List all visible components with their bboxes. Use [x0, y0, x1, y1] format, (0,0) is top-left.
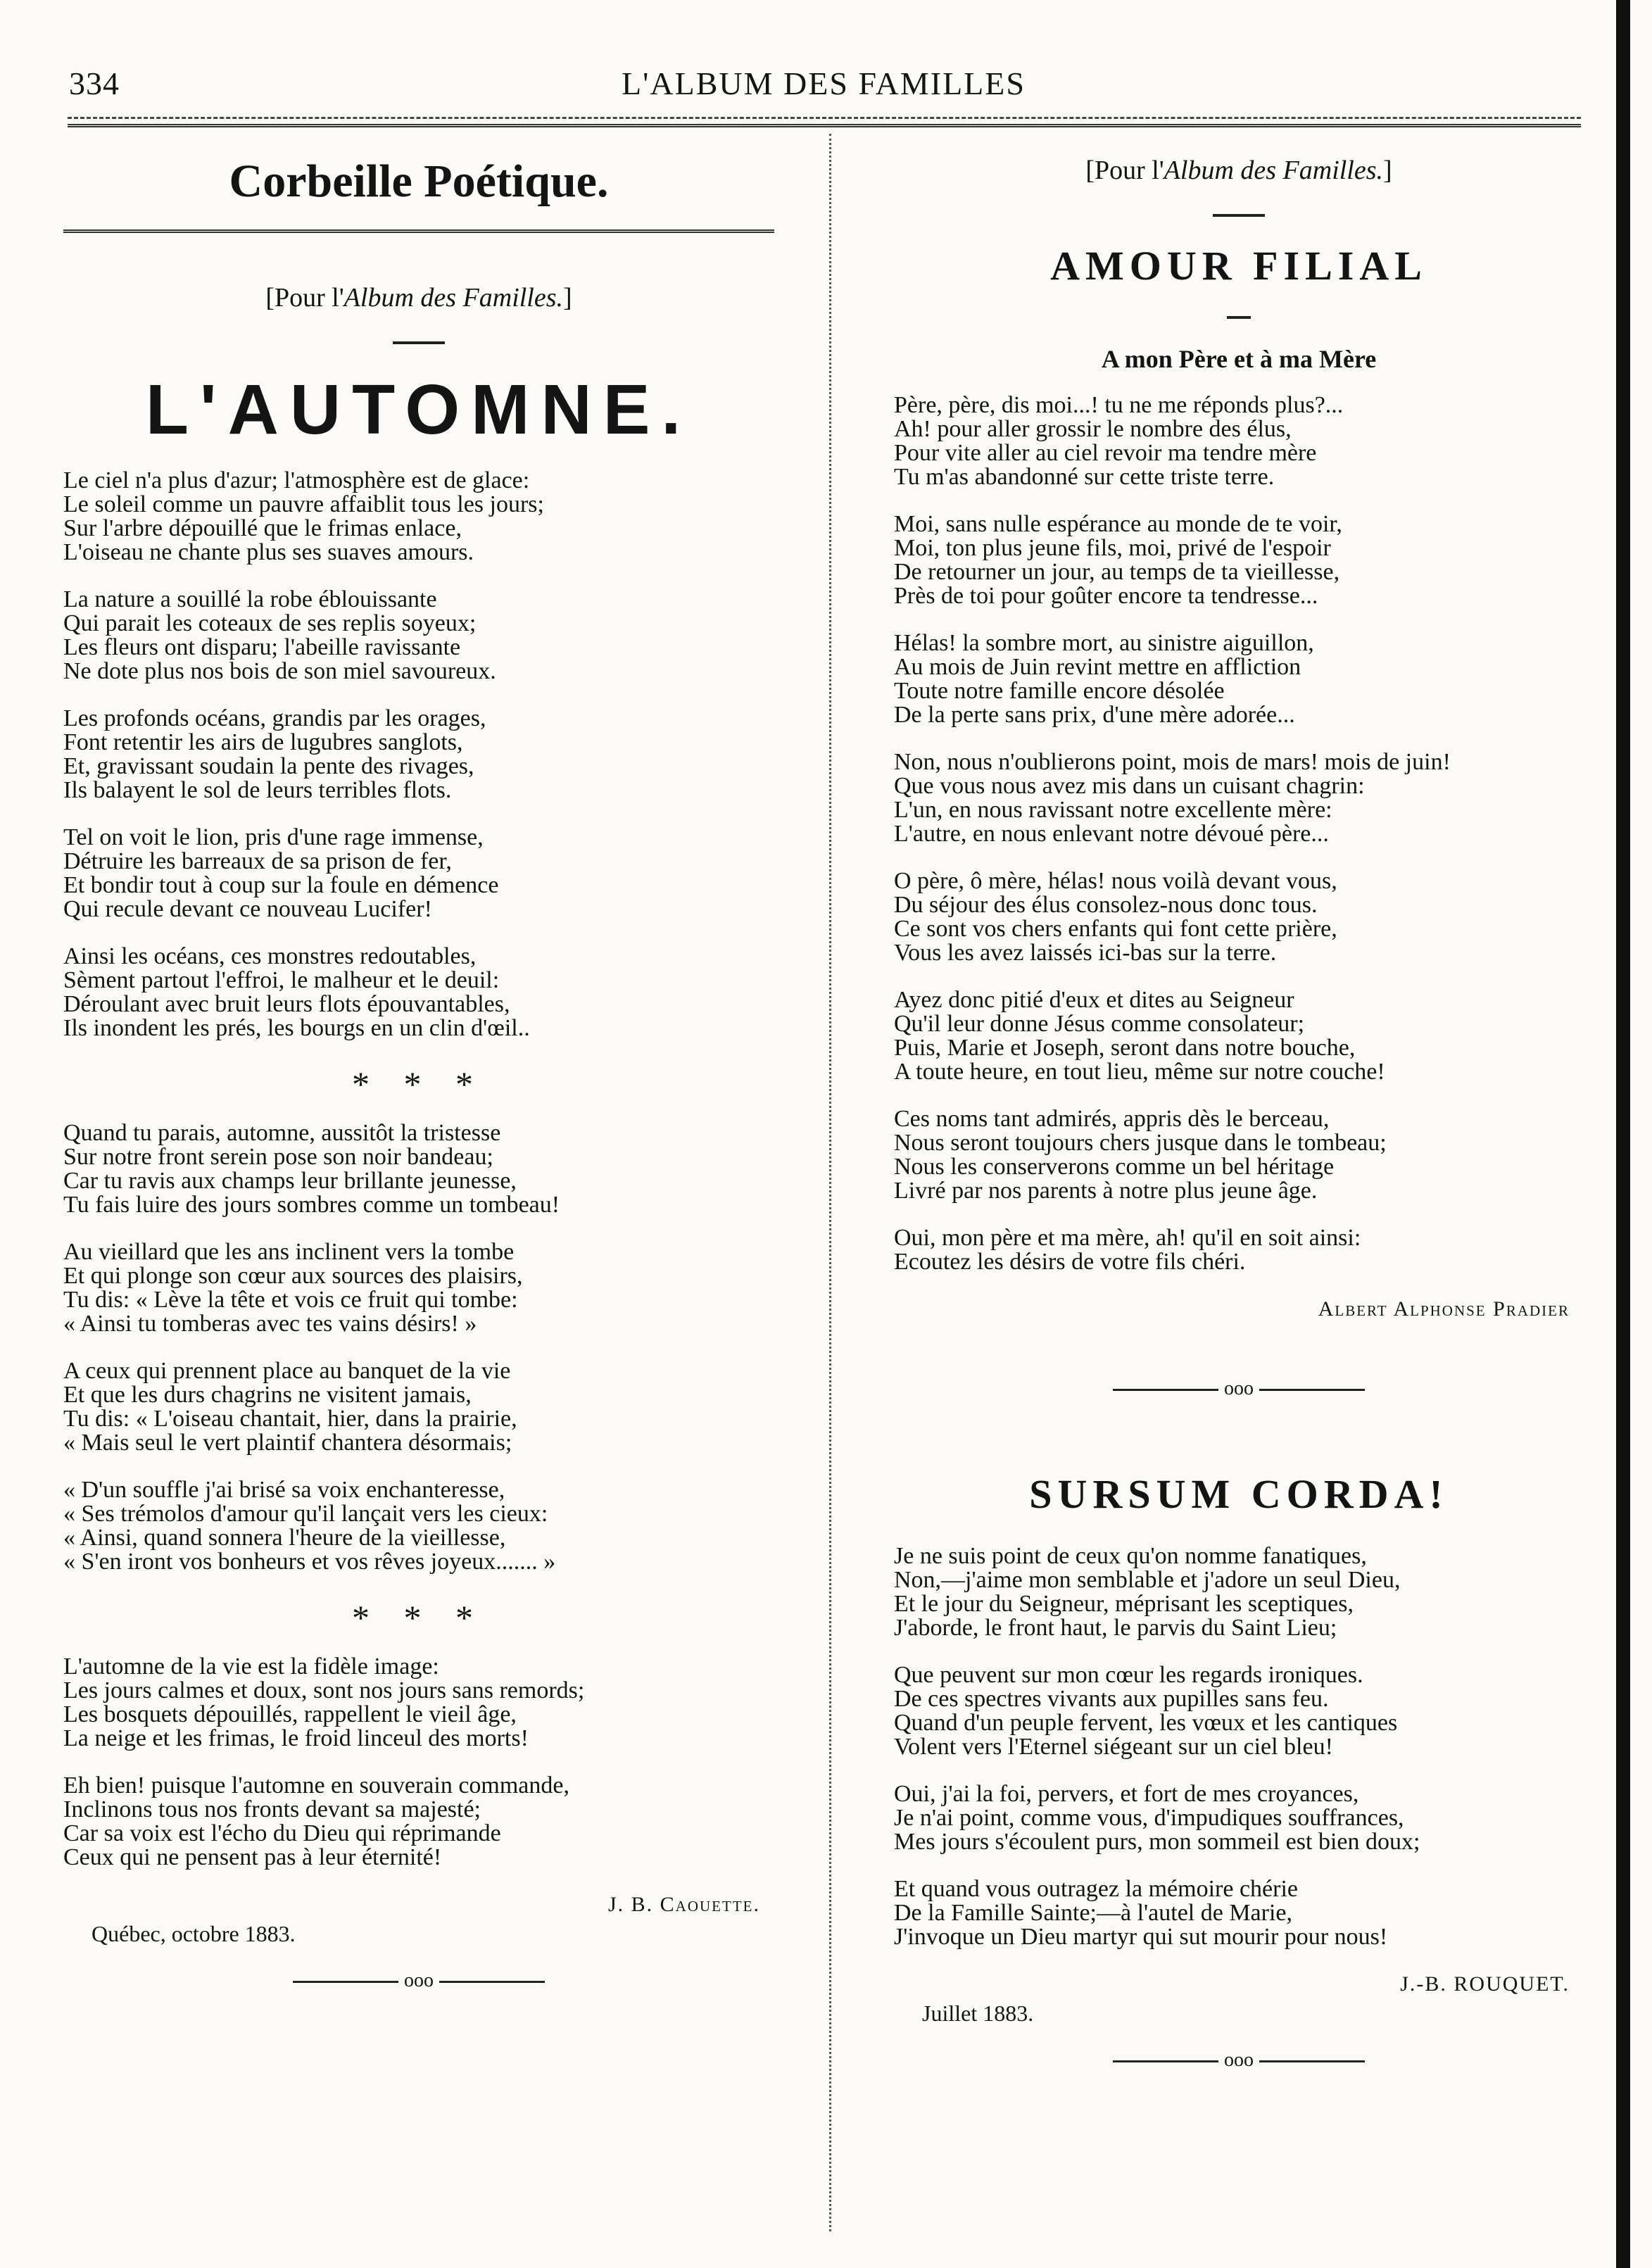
verse-line: Nous seront toujours chers jusque dans le tombeau;: [894, 1130, 1387, 1156]
poem-stanzas: [63, 469, 774, 1040]
column-divider: [829, 134, 831, 2231]
verse-line: La neige et les frimas, le froid linceul des morts!: [63, 1725, 529, 1751]
verse-line: J'invoque un Dieu martyr qui sut mourir pour nous!: [894, 1924, 1388, 1950]
header-rule-dashed: [68, 117, 1581, 119]
verse-line: Le soleil comme un pauvre affaiblit tous les jours;: [63, 491, 544, 517]
verse-line: Livré par nos parents à notre plus jeune âge.: [894, 1178, 1318, 1204]
verse-line: Du séjour des élus consolez-nous donc tous.: [894, 892, 1318, 918]
journal-title: L'ALBUM DES FAMILLES: [622, 65, 1026, 101]
verse-line: « Ainsi tu tomberas avec tes vains désirs! »: [63, 1311, 477, 1337]
verse-line: De la perte sans prix, d'une mère adorée...: [894, 702, 1295, 728]
verse-line: De la Famille Sainte;—à l'autel de Marie,: [894, 1900, 1292, 1926]
verse-line: Que vous nous avez mis dans un cuisant chagrin:: [894, 773, 1365, 799]
verse-line: Ah! pour aller grossir le nombre des élus,: [894, 416, 1292, 442]
verse-line: Inclinons tous nos fronts devant sa majesté;: [63, 1796, 481, 1822]
stanza: [63, 469, 774, 565]
verse-line: Moi, sans nulle espérance au monde de te voir,: [894, 511, 1342, 537]
verse-line: Sur l'arbre dépouillé que le frimas enlace,: [63, 515, 462, 541]
verse-line: « Ses trémolos d'amour qu'il lançait vers les cieux:: [63, 1501, 548, 1527]
stanza: [63, 1774, 774, 1870]
verse-line: Et qui plonge son cœur aux sources des plaisirs,: [63, 1263, 523, 1289]
ornament-divider: ooo: [894, 1378, 1584, 1400]
poem-stanzas: [894, 393, 1584, 1274]
verse-line: Les profonds océans, grandis par les orages,: [63, 705, 486, 731]
verse-line: « Mais seul le vert plaintif chantera désormais;: [63, 1430, 512, 1456]
verse-line: Non,—j'aime mon semblable et j'adore un seul Dieu,: [894, 1567, 1401, 1593]
verse-line: Tu m'as abandonné sur cette triste terre.: [894, 464, 1275, 490]
verse-line: « D'un souffle j'ai brisé sa voix enchanteresse,: [63, 1477, 505, 1503]
verse-line: Pour vite aller au ciel revoir ma tendre mère: [894, 440, 1317, 466]
asterism: * * *: [352, 1064, 486, 1104]
verse-line: Nous les conserverons comme un bel héritage: [894, 1154, 1335, 1180]
poem-stanzas: [63, 1121, 774, 1574]
page-header: [63, 65, 1584, 108]
verse-line: Quand tu parais, automne, aussitôt la tristesse: [63, 1120, 501, 1146]
stanza: [894, 1107, 1584, 1203]
verse-line: Et que les durs chagrins ne visitent jamais,: [63, 1382, 472, 1408]
stanza: [63, 1121, 774, 1217]
verse-line: Font retentir les airs de lugubres sanglots,: [63, 729, 463, 755]
poem-subtitle: A mon Père et à ma Mère: [1101, 345, 1377, 373]
poem-title: AMOUR FILIAL: [1050, 243, 1427, 289]
stanza: [894, 988, 1584, 1084]
author-signature: J. B. Caouette.: [607, 1893, 760, 1916]
verse-line: Au vieillard que les ans inclinent vers la tombe: [63, 1239, 515, 1265]
verse-line: A toute heure, en tout lieu, même sur notre couche!: [894, 1059, 1385, 1085]
verse-line: Les jours calmes et doux, sont nos jours sans remords;: [63, 1677, 585, 1703]
page-number: 334: [69, 65, 120, 101]
author-signature: J.-B. ROUQUET.: [1400, 1972, 1570, 1996]
stanza: [63, 1478, 774, 1574]
verse-line: Tu dis: « L'oiseau chantait, hier, dans la prairie,: [63, 1406, 517, 1432]
verse-line: Puis, Marie et Joseph, seront dans notre bouche,: [894, 1035, 1356, 1061]
verse-line: L'un, en nous ravissant notre excellente mère:: [894, 797, 1332, 823]
stanza: [894, 1782, 1584, 1854]
left-column: [63, 134, 774, 2013]
verse-line: Non, nous n'oublierons point, mois de mars! mois de juin!: [894, 749, 1451, 775]
stanza: [63, 826, 774, 921]
verse-line: L'oiseau ne chante plus ses suaves amours.: [63, 539, 474, 565]
stanza: [63, 1359, 774, 1455]
verse-line: Ils balayent le sol de leurs terribles flots.: [63, 777, 452, 803]
verse-line: L'automne de la vie est la fidèle image:: [63, 1653, 439, 1680]
verse-line: Ceux qui ne pensent pas à leur éternité!: [63, 1844, 442, 1870]
verse-line: Déroulant avec bruit leurs flots épouvantables,: [63, 991, 510, 1017]
verse-line: Volent vers l'Eternel siégeant sur un ciel bleu!: [894, 1734, 1333, 1760]
verse-line: J'aborde, le front haut, le parvis du Saint Lieu;: [894, 1615, 1337, 1641]
dedication: [Pour l'Album des Familles.]: [1085, 156, 1392, 185]
stanza: [894, 750, 1584, 846]
verse-line: Sur notre front serein pose son noir bandeau;: [63, 1144, 493, 1170]
stanza: [63, 945, 774, 1040]
verse-line: Près de toi pour goûter encore ta tendresse...: [894, 583, 1318, 609]
verse-line: Mes jours s'écoulent purs, mon sommeil est bien doux;: [894, 1829, 1420, 1855]
verse-line: « S'en iront vos bonheurs et vos rêves joyeux....... »: [63, 1549, 556, 1575]
verse-line: Les fleurs ont disparu; l'abeille ravissante: [63, 634, 461, 660]
verse-line: Détruire les barreaux de sa prison de fer,: [63, 848, 452, 874]
verse-line: Qui recule devant ce nouveau Lucifer!: [63, 896, 432, 922]
verse-line: De retourner un jour, au temps de ta vieillesse,: [894, 559, 1340, 585]
verse-line: Je ne suis point de ceux qu'on nomme fanatiques,: [894, 1543, 1367, 1569]
asterism: * * *: [352, 1598, 486, 1637]
verse-line: Tel on voit le lion, pris d'une rage immense,: [63, 824, 484, 850]
verse-line: Quand d'un peuple fervent, les vœux et les cantiques: [894, 1710, 1398, 1736]
stanza: [63, 1655, 774, 1751]
page-edge-bar: [1616, 0, 1630, 2268]
ornament-divider: ooo: [894, 2049, 1584, 2072]
stanza: [894, 869, 1584, 965]
verse-line: Car tu ravis aux champs leur brillante jeunesse,: [63, 1168, 517, 1194]
right-column: [894, 134, 1584, 2093]
stanza: [63, 588, 774, 683]
short-dash: [1227, 316, 1251, 319]
verse-line: Les bosquets dépouillés, rappellent le vieil âge,: [63, 1701, 517, 1727]
stanza: [63, 707, 774, 802]
poem-stanzas: [894, 1544, 1584, 1949]
verse-line: Qu'il leur donne Jésus comme consolateur;: [894, 1011, 1305, 1037]
verse-line: Moi, ton plus jeune fils, moi, privé de l'espoir: [894, 535, 1331, 561]
place-date: Juillet 1883.: [922, 2001, 1034, 2026]
stanza: [894, 393, 1584, 489]
ornament-divider: ooo: [63, 1970, 774, 1992]
header-rule: [68, 124, 1581, 127]
verse-line: Oui, j'ai la foi, pervers, et fort de mes croyances,: [894, 1781, 1359, 1807]
verse-line: Que peuvent sur mon cœur les regards ironiques.: [894, 1662, 1363, 1688]
stanza: [894, 512, 1584, 608]
verse-line: Eh bien! puisque l'automne en souverain commande,: [63, 1772, 569, 1798]
verse-line: Toute notre famille encore désolée: [894, 678, 1225, 704]
verse-line: De ces spectres vivants aux pupilles sans feu.: [894, 1686, 1329, 1712]
verse-line: Car sa voix est l'écho du Dieu qui réprimande: [63, 1820, 501, 1846]
verse-line: Vous les avez laissés ici-bas sur la terre.: [894, 940, 1277, 966]
short-dash: [393, 341, 445, 344]
verse-line: Ainsi les océans, ces monstres redoutables,: [63, 943, 477, 969]
stanza: [63, 1240, 774, 1336]
verse-line: Et quand vous outragez la mémoire chérie: [894, 1876, 1298, 1902]
verse-line: Le ciel n'a plus d'azur; l'atmosphère est de glace:: [63, 467, 530, 493]
verse-line: Ces noms tant admirés, appris dès le berceau,: [894, 1106, 1330, 1132]
stanza: [894, 1544, 1584, 1640]
stanza: [894, 1877, 1584, 1949]
verse-line: Père, père, dis moi...! tu ne me réponds plus?...: [894, 392, 1344, 418]
verse-line: Et bondir tout à coup sur la foule en démence: [63, 872, 499, 898]
dedication: [Pour l'Album des Familles.]: [265, 283, 572, 313]
poem-title: L'AUTOMNE.: [145, 370, 693, 449]
verse-line: Sèment partout l'effroi, le malheur et le deuil:: [63, 967, 500, 993]
verse-line: Et le jour du Seigneur, méprisant les sceptiques,: [894, 1591, 1354, 1617]
poem-title: SURSUM CORDA!: [1029, 1471, 1449, 1517]
verse-line: « Ainsi, quand sonnera l'heure de la vieillesse,: [63, 1525, 506, 1551]
section-rule: [63, 229, 774, 233]
verse-line: O père, ô mère, hélas! nous voilà devant vous,: [894, 868, 1337, 894]
verse-line: L'autre, en nous enlevant notre dévoué père...: [894, 821, 1329, 847]
verse-line: La nature a souillé la robe éblouissante: [63, 586, 437, 612]
verse-line: Ce sont vos chers enfants qui font cette prière,: [894, 916, 1337, 942]
verse-line: Ecoutez les désirs de votre fils chéri.: [894, 1249, 1246, 1275]
verse-line: Ils inondent les prés, les bourgs en un clin d'œil..: [63, 1015, 530, 1041]
author-signature: Albert Alphonse Pradier: [1318, 1297, 1570, 1321]
verse-line: Oui, mon père et ma mère, ah! qu'il en soit ainsi:: [894, 1225, 1361, 1251]
verse-line: Tu fais luire des jours sombres comme un tombeau!: [63, 1192, 560, 1218]
stanza: [894, 1663, 1584, 1759]
verse-line: Tu dis: « Lève la tête et vois ce fruit qui tombe:: [63, 1287, 518, 1313]
verse-line: Hélas! la sombre mort, au sinistre aiguillon,: [894, 630, 1314, 656]
stanza: [894, 1226, 1584, 1274]
verse-line: Ayez donc pitié d'eux et dites au Seigneur: [894, 987, 1294, 1013]
poem-stanzas: [63, 1655, 774, 1870]
section-heading: Corbeille Poétique.: [229, 156, 609, 207]
verse-line: A ceux qui prennent place au banquet de la vie: [63, 1358, 511, 1384]
verse-line: Et, gravissant soudain la pente des rivages,: [63, 753, 474, 779]
stanza: [894, 631, 1584, 727]
verse-line: Je n'ai point, comme vous, d'impudiques souffrances,: [894, 1805, 1404, 1831]
verse-line: Qui parait les coteaux de ses replis soyeux;: [63, 610, 477, 636]
place-date: Québec, octobre 1883.: [92, 1921, 296, 1946]
verse-line: Ne dote plus nos bois de son miel savoureux.: [63, 658, 496, 684]
short-dash: [1213, 214, 1265, 217]
verse-line: Au mois de Juin revint mettre en affliction: [894, 654, 1301, 680]
